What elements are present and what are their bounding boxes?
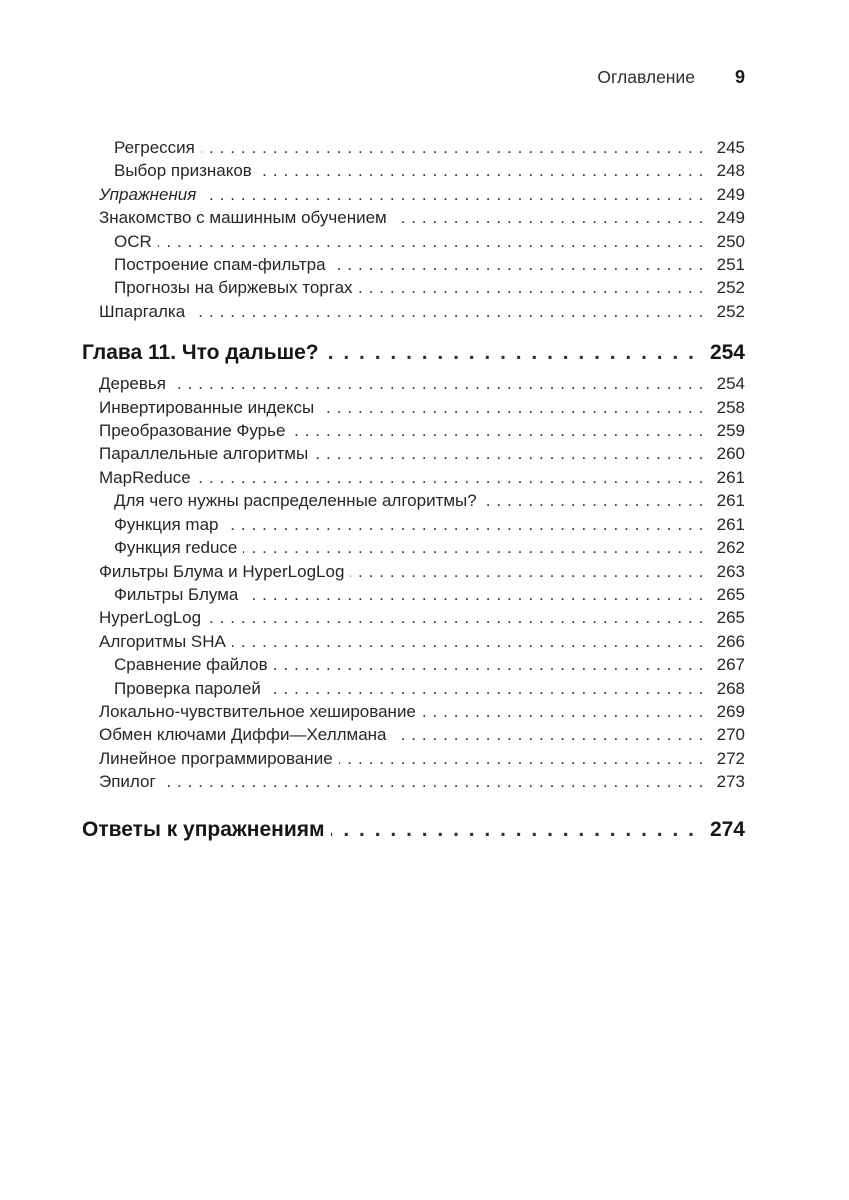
toc-entry-page: 261 xyxy=(716,491,745,511)
toc-entry-page: 261 xyxy=(716,467,745,487)
dot-leader xyxy=(291,419,704,442)
toc-entry-title: Линейное программирование xyxy=(99,748,333,768)
toc-entry-title: Алгоритмы SHA xyxy=(99,631,226,651)
toc-entry-row xyxy=(82,653,745,676)
toc-entry-page: 263 xyxy=(716,561,745,581)
dot-leader xyxy=(350,560,704,583)
dot-leader xyxy=(325,339,696,366)
toc-entry-row xyxy=(82,136,745,159)
toc-entry-title: Преобразование Фурье xyxy=(99,421,286,441)
toc-entry-title: Проверка паролей xyxy=(114,678,261,698)
toc-entry-title: Сравнение файлов xyxy=(114,655,268,675)
toc-entry-page: 260 xyxy=(716,444,745,464)
toc-entry-title: HyperLogLog xyxy=(99,608,202,628)
toc-chapter-title: Ответы к упражнениям xyxy=(82,817,325,841)
dot-leader xyxy=(331,816,696,843)
dot-leader xyxy=(393,206,704,229)
dot-leader xyxy=(243,536,704,559)
toc-entry-title: Регрессия xyxy=(114,138,195,157)
toc-list xyxy=(82,136,745,849)
toc-entry-title: Фильтры Блума и HyperLogLog xyxy=(99,561,345,581)
toc-entry-row xyxy=(82,747,745,770)
dot-leader xyxy=(232,630,704,653)
toc-entry-row xyxy=(82,770,745,793)
dot-leader xyxy=(201,136,704,159)
toc-entry-page: 252 xyxy=(716,278,745,298)
toc-entry-row xyxy=(82,159,745,182)
dot-leader xyxy=(332,253,704,276)
dot-leader xyxy=(422,700,704,723)
dot-leader xyxy=(314,442,704,465)
dot-leader xyxy=(274,653,704,676)
page-number: 9 xyxy=(734,67,745,87)
toc-entry-title: Упражнения xyxy=(99,184,197,204)
toc-entry-title: Инвертированные индексы xyxy=(99,397,315,417)
toc-entry-title: MapReduce xyxy=(99,467,191,487)
toc-entry-page: 245 xyxy=(716,138,745,157)
toc-entry-row xyxy=(82,253,745,276)
page-header xyxy=(82,67,745,88)
toc-entry-page: 259 xyxy=(716,421,745,441)
toc-entry-page: 268 xyxy=(716,678,745,698)
toc-entry-title: Выбор признаков xyxy=(114,161,252,181)
dot-leader xyxy=(244,583,704,606)
toc-entry-row xyxy=(82,276,745,299)
dot-leader xyxy=(191,300,704,323)
dot-leader xyxy=(172,372,704,395)
toc-entry-row xyxy=(82,419,745,442)
toc-entry-title: Функция map xyxy=(114,514,219,534)
toc-entry-page: 270 xyxy=(716,725,745,745)
toc-entry-row xyxy=(82,723,745,746)
dot-leader xyxy=(162,770,704,793)
toc-entry-page: 265 xyxy=(716,584,745,604)
toc-entry-title: Прогнозы на биржевых торгах xyxy=(114,278,353,298)
toc-chapter-page: 254 xyxy=(709,341,745,365)
toc-entry-row xyxy=(82,206,745,229)
toc-entry-page: 248 xyxy=(716,161,745,181)
toc-entry-title: Фильтры Блума xyxy=(114,584,239,604)
running-head: Оглавление xyxy=(597,67,695,87)
toc-entry-row xyxy=(82,560,745,583)
toc-chapter-row xyxy=(82,816,745,843)
toc-entry-row xyxy=(82,677,745,700)
toc-entry-page: 252 xyxy=(716,301,745,321)
toc-entry-row xyxy=(82,466,745,489)
dot-leader xyxy=(224,513,704,536)
toc-chapter-row xyxy=(82,339,745,366)
toc-entry-title: Функция reduce xyxy=(114,538,238,558)
toc-chapter-page: 274 xyxy=(709,817,745,841)
toc-entry-page: 273 xyxy=(716,772,745,792)
toc-entry-title: Для чего нужны распределенные алгоритмы? xyxy=(114,491,477,511)
toc-entry-row xyxy=(82,183,745,206)
toc-entry-title: Шпаргалка xyxy=(99,301,186,321)
toc-entry-row xyxy=(82,396,745,419)
toc-entry-page: 254 xyxy=(716,374,745,394)
toc-entry-row xyxy=(82,230,745,253)
toc-entry-row xyxy=(82,536,745,559)
toc-entry-page: 251 xyxy=(716,255,745,275)
dot-leader xyxy=(258,159,704,182)
toc-entry-page: 272 xyxy=(716,748,745,768)
toc-entry-title: Знакомство с машинным обучением xyxy=(99,208,387,228)
toc-entry-title: OCR xyxy=(114,231,152,251)
toc-entry-page: 249 xyxy=(716,208,745,228)
toc-entry-row xyxy=(82,513,745,536)
toc-entry-title: Параллельные алгоритмы xyxy=(99,444,309,464)
toc-entry-page: 265 xyxy=(716,608,745,628)
toc-entry-row xyxy=(82,442,745,465)
toc-entry-page: 250 xyxy=(716,231,745,251)
toc-entry-page: 269 xyxy=(716,701,745,721)
dot-leader xyxy=(359,276,704,299)
toc-entry-page: 261 xyxy=(716,514,745,534)
toc-entry-title: Локально-чувствительное хеширование xyxy=(99,701,416,721)
dot-leader xyxy=(197,466,704,489)
toc-entry-row xyxy=(82,372,745,395)
toc-entry-row xyxy=(82,700,745,723)
dot-leader xyxy=(393,723,704,746)
toc-entry-page: 249 xyxy=(716,184,745,204)
dot-leader xyxy=(158,230,704,253)
dot-leader xyxy=(320,396,704,419)
toc-entry-title: Деревья xyxy=(99,374,166,394)
toc-entry-page: 262 xyxy=(716,538,745,558)
toc-entry-row xyxy=(82,630,745,653)
toc-entry-row xyxy=(82,489,745,512)
toc-chapter-title: Глава 11. Что дальше? xyxy=(82,341,319,365)
toc-entry-page: 267 xyxy=(716,655,745,675)
toc-entry-page: 258 xyxy=(716,397,745,417)
toc-entry-page: 266 xyxy=(716,631,745,651)
dot-leader xyxy=(339,747,704,770)
toc-entry-title: Эпилог xyxy=(99,772,156,792)
dot-leader xyxy=(483,489,704,512)
toc-entry-row xyxy=(82,300,745,323)
dot-leader xyxy=(267,677,704,700)
toc-entry-row xyxy=(82,606,745,629)
dot-leader xyxy=(207,606,704,629)
dot-leader xyxy=(202,183,704,206)
toc-entry-row xyxy=(82,583,745,606)
toc-entry-title: Обмен ключами Диффи—Хеллмана xyxy=(99,725,387,745)
toc-entry-title: Построение спам-фильтра xyxy=(114,255,326,275)
